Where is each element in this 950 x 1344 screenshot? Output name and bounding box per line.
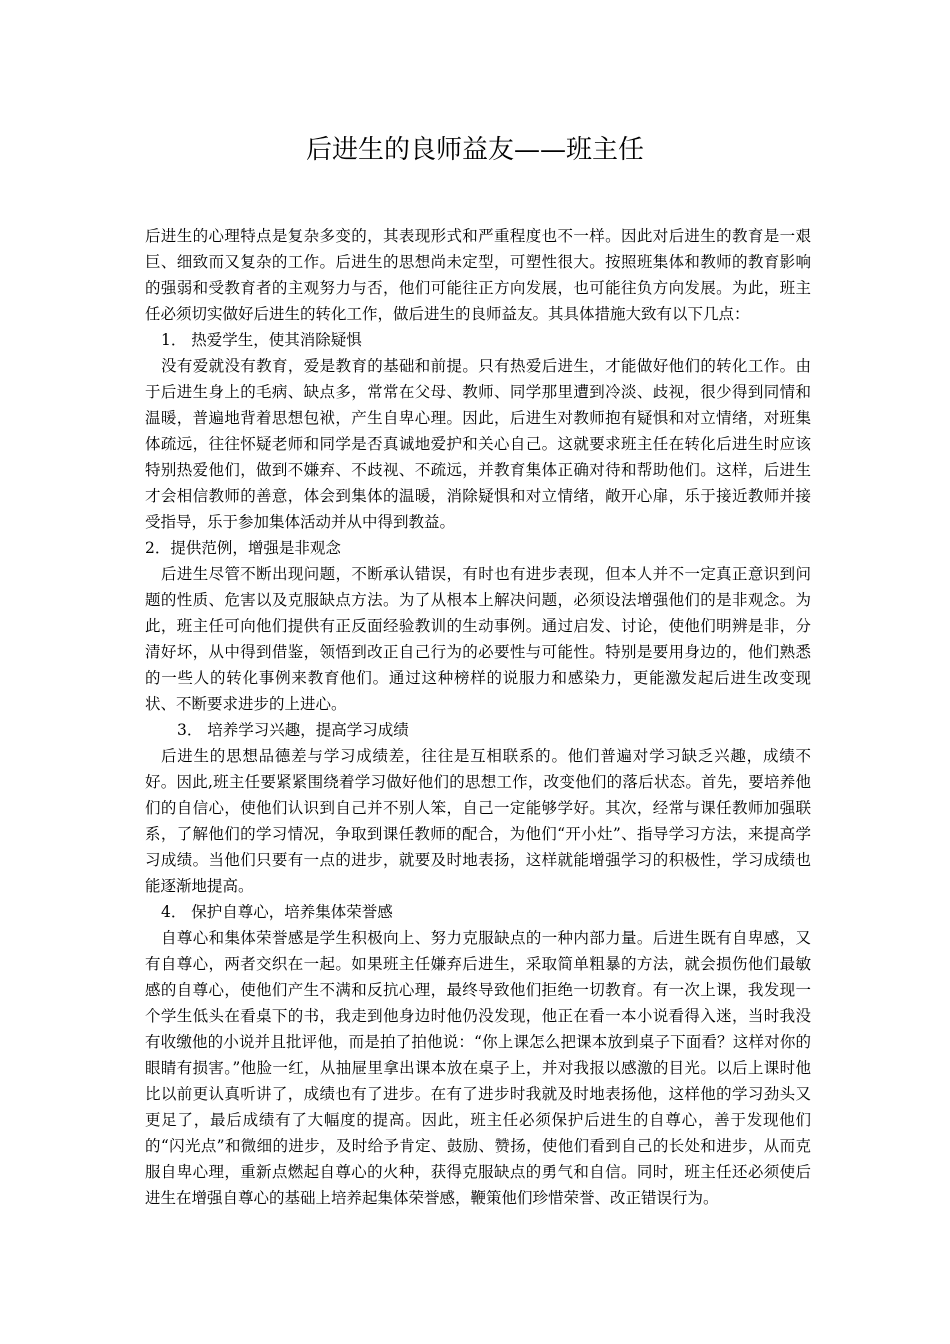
document-body xyxy=(145,223,811,1211)
section-3-heading: 3． 培养学习兴趣，提高学习成绩 xyxy=(177,721,409,739)
section-1-heading: 1． 热爱学生，使其消除疑惧 xyxy=(161,331,362,349)
intro-paragraph: 后进生的心理特点是复杂多变的，其表现形式和严重程度也不一样。因此对后进生的教育是一艰巨、细致而又复杂的工作。后进生的思想尚未定型，可塑性很大。按照班集体和教师的教育影响的强弱和受教育者的主观努力与否，他们可能往正方向发展，也可能往负方向发展。为此，班主任必须切实做好后进生的转化工作，做后进生的良师益友。其具体措施大致有以下几点： xyxy=(145,227,811,323)
document-title: 后进生的良师益友——班主任 xyxy=(305,135,644,165)
section-2-paragraph: 后进生尽管不断出现问题，不断承认错误，有时也有进步表现，但本人并不一定真正意识到问题的性质、危害以及克服缺点方法。为了从根本上解决问题，必须设法增强他们的是非观念。为此，班主任可向他们提供有正反面经验教训的生动事例。通过启发、讨论，使他们明辨是非，分清好坏，从中得到借鉴，领悟到改正自己行为的必要性与可能性。特别是要用身边的，他们熟悉的一些人的转化事例来教育他们。通过这种榜样的说服力和感染力，更能激发起后进生改变现状、不断要求进步的上进心。 xyxy=(145,565,811,713)
section-4-heading: 4． 保护自尊心，培养集体荣誉感 xyxy=(161,903,393,921)
section-4-paragraph: 自尊心和集体荣誉感是学生积极向上、努力克服缺点的一种内部力量。后进生既有自卑感，又有自尊心，两者交织在一起。如果班主任嫌弃后进生，采取简单粗暴的方法，就会损伤他们最敏感的自尊心，使他们产生不满和反抗心理，最终导致他们拒绝一切教育。有一次上课，我发现一个学生低头在看桌下的书，我走到他身边时他仍没发现，他正在看一本小说看得入迷，当时我没有收缴他的小说并且批评他，而是拍了拍他说：“你上课怎么把课本放到桌子下面看？这样对你的眼睛有损害。”他脸一红，从抽屉里拿出课本放在桌子上，并对我报以感激的目光。以后上课时他比以前更认真听讲了，成绩也有了进步。在有了进步时我就及时地表扬他，这样他的学习劲头又更足了，最后成绩有了大幅度的提高。因此，班主任必须保护后进生的自尊心，善于发现他们的“闪光点”和微细的进步，及时给予肯定、鼓励、赞扬，使他们看到自己的长处和进步，从而克服自卑心理，重新点燃起自尊心的火种，获得克服缺点的勇气和自信。同时，班主任还必须使后进生在增强自尊心的基础上培养起集体荣誉感，鞭策他们珍惜荣誉、改正错误行为。 xyxy=(145,929,811,1207)
section-1-paragraph: 没有爱就没有教育，爱是教育的基础和前提。只有热爱后进生，才能做好他们的转化工作。由于后进生身上的毛病、缺点多，常常在父母、教师、同学那里遭到冷淡、歧视，很少得到同情和温暖，普遍地背着思想包袱，产生自卑心理。因此，后进生对教师抱有疑惧和对立情绪，对班集体疏远，往往怀疑老师和同学是否真诚地爱护和关心自己。这就要求班主任在转化后进生时应该特别热爱他们，做到不嫌弃、不歧视、不疏远，并教育集体正确对待和帮助他们。这样，后进生才会相信教师的善意，体会到集体的温暖，消除疑惧和对立情绪，敞开心扉，乐于接近教师并接受指导，乐于参加集体活动并从中得到教益。 xyxy=(145,357,811,531)
section-2-heading: 2．提供范例，增强是非观念 xyxy=(145,539,341,557)
section-3-paragraph: 后进生的思想品德差与学习成绩差，往往是互相联系的。他们普遍对学习缺乏兴趣，成绩不好。因此,班主任要紧紧围绕着学习做好他们的思想工作，改变他们的落后状态。首先，要培养他们的自信心，使他们认识到自己并不别人笨，自己一定能够学好。其次，经常与课任教师加强联系，了解他们的学习情况，争取到课任教师的配合，为他们“开小灶”、指导学习方法，来提高学习成绩。当他们只要有一点的进步，就要及时地表扬，这样就能增强学习的积极性，学习成绩也能逐渐地提高。 xyxy=(145,747,811,895)
